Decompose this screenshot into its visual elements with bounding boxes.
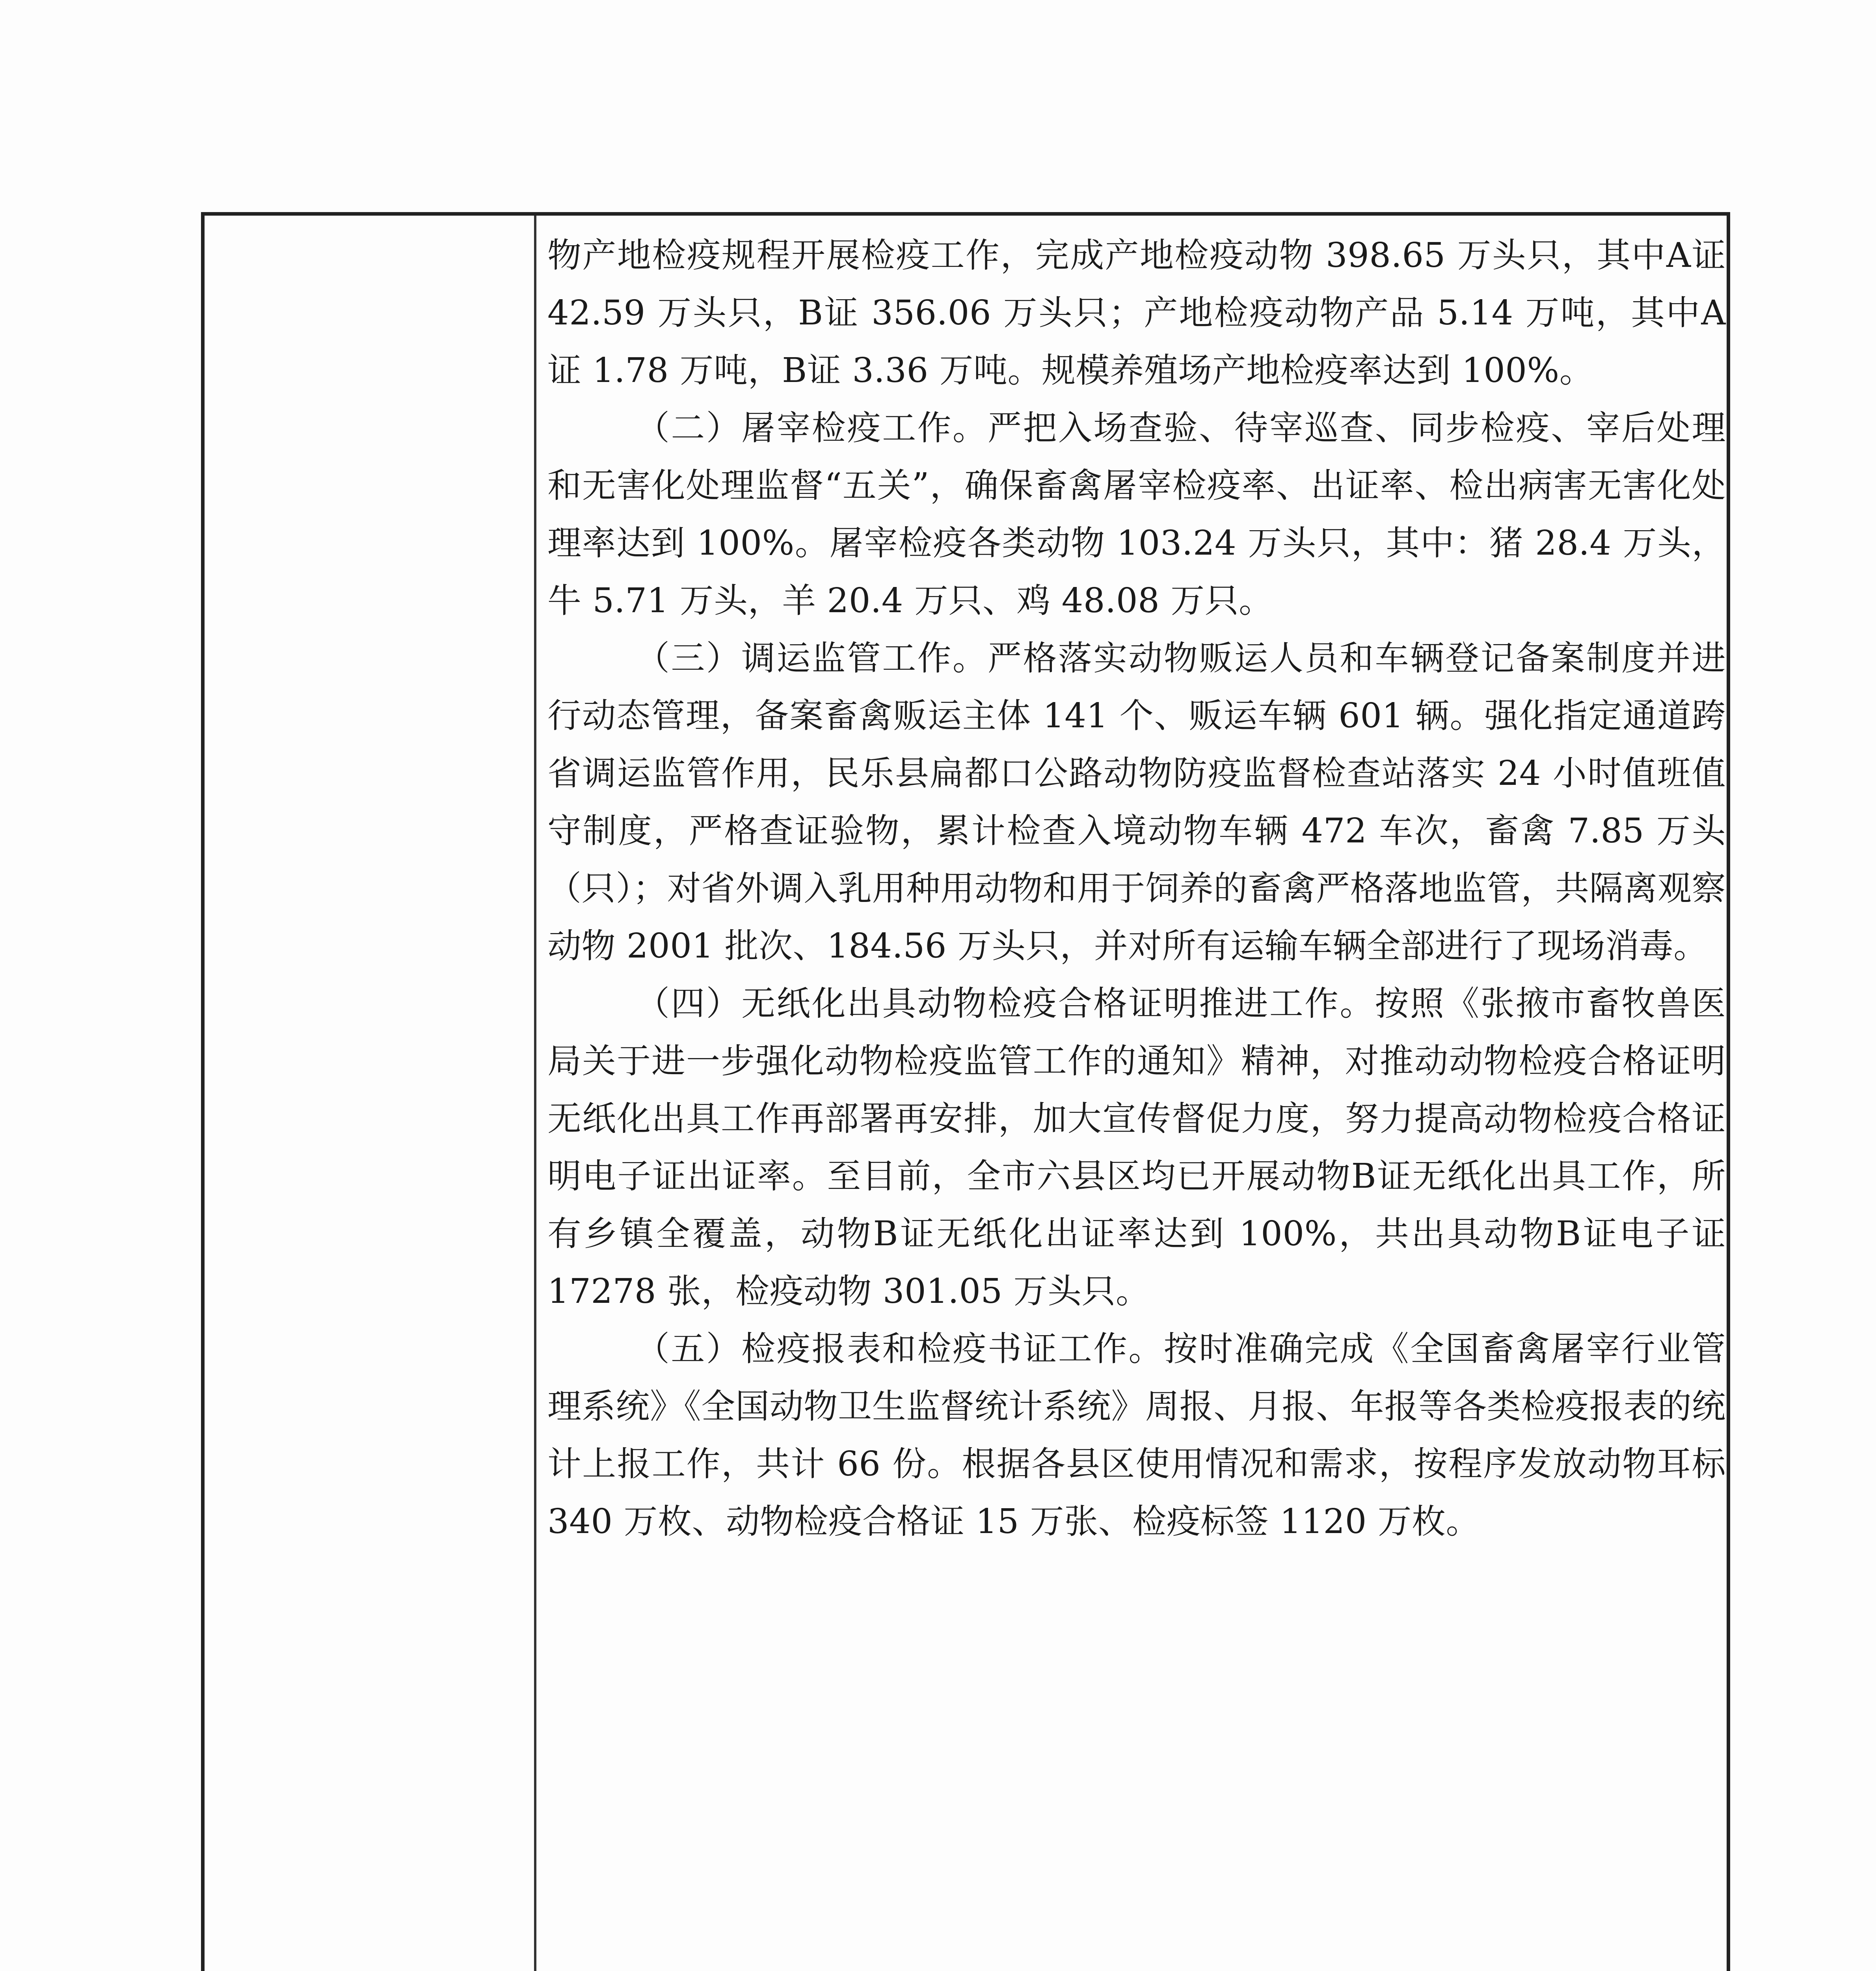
paragraph-paperless-certificates: （四）无纸化出具动物检疫合格证明推进工作。按照《张掖市畜牧兽医局关于进一步强化动物检疫监管工作的通知》精神，对推动动物检疫合格证明无纸化出具工作再部署再安排，加大宣传督促力度，努力提高动物检疫合格证明电子证出证率。至目前，全市六县区均已开展动物B证无纸化出具工作，所有乡镇全覆盖，动物B证无纸化出证率达到 100%，共出具动物B证电子证 17278 张，检疫动物 301.05 万头只。 <box>547 984 1726 1311</box>
paragraph-transport-supervision: （三）调运监管工作。严格落实动物贩运人员和车辆登记备案制度并进行动态管理，备案畜禽贩运主体 141 个、贩运车辆 601 辆。强化指定通道跨省调运监管作用，民乐县扁都口公路动物防疫监督检查站落实 24 小时值班值守制度，严格查证验物，累计检查入境动物车辆 472 车次，畜禽 7.85 万头（只）；对省外调入乳用种用动物和用于饲养的畜禽严格落地监管，共隔离观察动物 2001 批次、184.56 万头只，并对所有运输车辆全部进行了现场消毒。 <box>547 639 1726 966</box>
label-column <box>205 216 536 1971</box>
paragraph-reports-and-certificates: （五）检疫报表和检疫书证工作。按时准确完成《全国畜禽屠宰行业管理系统》《全国动物卫生监督统计系统》周报、月报、年报等各类检疫报表的统计上报工作，共计 66 份。根据各县区使用情况和需求，按程序发放动物耳标 340 万枚、动物检疫合格证 15 万张、检疫标签 1120 万枚。 <box>547 1329 1726 1541</box>
paragraph-slaughter-quarantine: （二）屠宰检疫工作。严把入场查验、待宰巡查、同步检疫、宰后处理和无害化处理监督“五关”，确保畜禽屠宰检疫率、出证率、检出病害无害化处理率达到 100%。屠宰检疫各类动物 103.24 万头只，其中：猪 28.4 万头，牛 5.71 万头，羊 20.4 万只、鸡 48.08 万只。 <box>547 408 1726 620</box>
paragraph-origin-quarantine: 物产地检疫规程开展检疫工作，完成产地检疫动物 398.65 万头只，其中A证 42.59 万头只，B证 356.06 万头只；产地检疫动物产品 5.14 万吨，其中A证 1.78 万吨，B证 3.36 万吨。规模养殖场产地检疫率达到 100%。 <box>547 236 1726 390</box>
form-table <box>201 212 1730 1971</box>
content-cell <box>547 227 1726 1550</box>
